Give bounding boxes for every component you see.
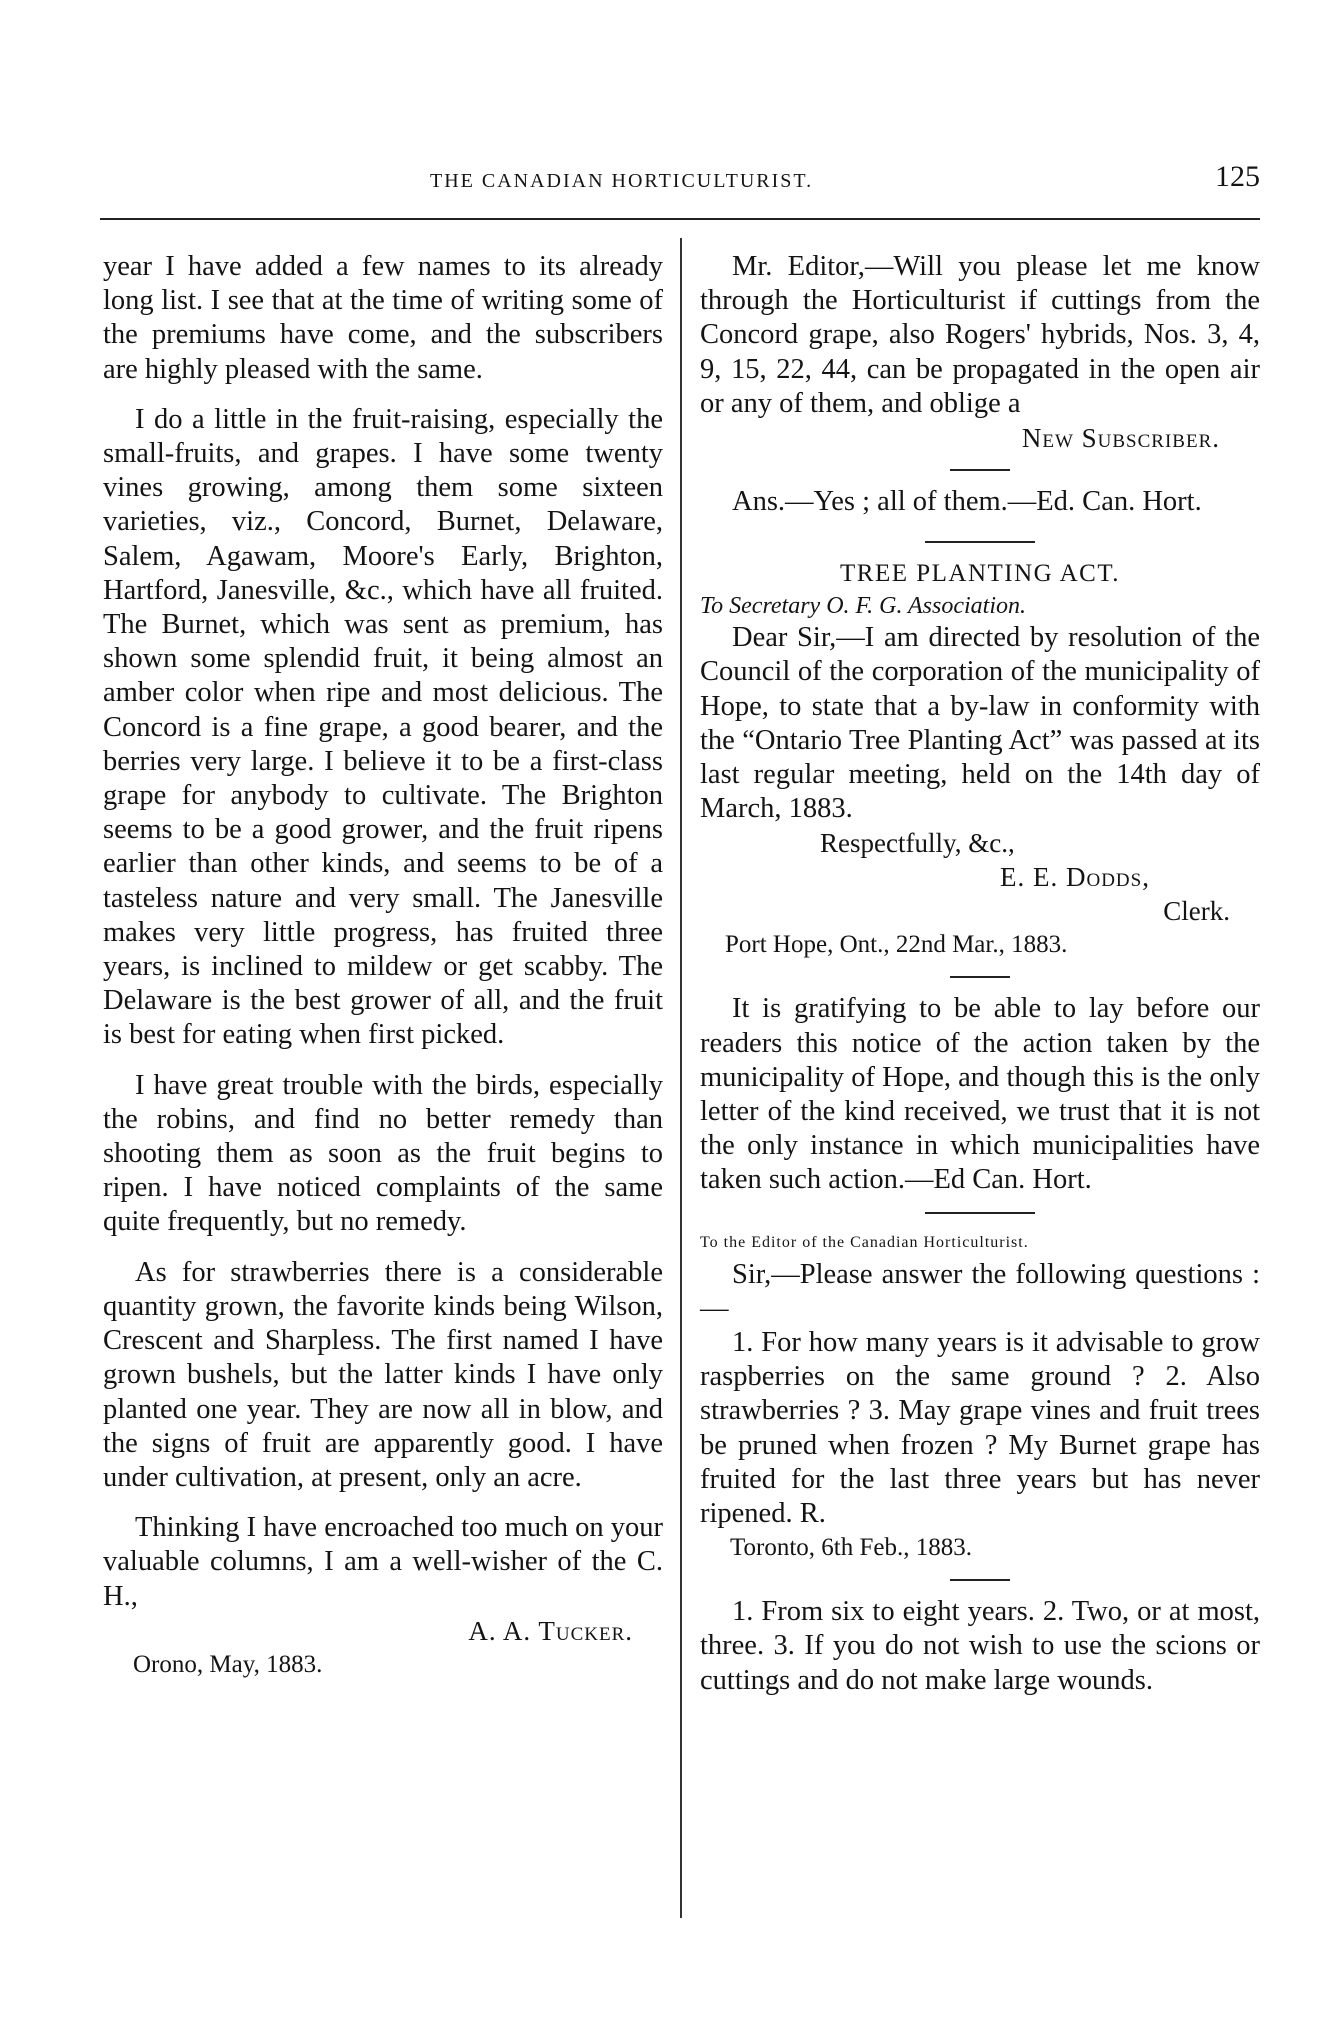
left-column: [103, 250, 663, 1682]
dateline-port-hope: Port Hope, Ont., 22nd Mar., 1883.: [725, 931, 1068, 959]
dateline-toronto: Toronto, 6th Feb., 1883.: [730, 1534, 972, 1562]
header-rule: [100, 218, 1260, 220]
page-header: [100, 160, 1260, 200]
letter-dear-sir: Dear Sir,—I am directed by resolution of the Council of the corporation of the municipality of Hope, to state that a by-law in conformity with the “Ontario Tree Planting Act” was passed at its last regular meeting, held on the 14th day of March, 1883.: [700, 622, 1260, 825]
separator-rule: [925, 541, 1035, 543]
separator-rule: [950, 469, 1010, 471]
to-secretary-line: To Secretary O. F. G. Association.: [700, 593, 1027, 620]
left-paragraph-3: I have great trouble with the birds, especially the robins, and find no better remedy than shooting them as soon as the fruit begins to ripen. I have noticed complaints of the same quite frequently, but no remedy.: [103, 1069, 663, 1238]
letter-sir-questions: Sir,—Please answer the following questions :—: [700, 1258, 1260, 1324]
letter-new-subscriber: Mr. Editor,—Will you please let me know through the Horticulturist if cuttings from the Concord grape, also Rogers' hybrids, Nos. 3, 4, 9, 15, 22, 44, can be propagated in the open air or any of them, and oblige a: [700, 251, 1260, 419]
left-paragraph-1: year I have added a few names to its already long list. I see that at the time of writing some of the premiums have come, and the subscribers are highly pleased with the same.: [103, 251, 663, 385]
dateline-orono: Orono, May, 1883.: [133, 1650, 323, 1678]
respectfully-line: Respectfully, &c.,: [820, 828, 1015, 859]
signature-dodds: E. E. Dodds,: [1000, 862, 1150, 893]
column-divider: [680, 238, 682, 1918]
page-number: 125: [1215, 160, 1260, 193]
separator-rule: [950, 1579, 1010, 1581]
separator-rule: [925, 1212, 1035, 1214]
answer-questions: 1. From six to eight years. 2. Two, or at most, three. 3. If you do not wish to use the scions or cuttings and do not make large wounds.: [700, 1596, 1260, 1696]
signature-tucker: A. A. Tucker.: [468, 1615, 633, 1646]
clerk-title: Clerk.: [1163, 896, 1230, 927]
left-paragraph-5: Thinking I have encroached too much on your valuable columns, I am a well-wisher of the C. H.,: [103, 1512, 663, 1612]
signature-new-subscriber: New Subscriber.: [1021, 423, 1220, 454]
right-column: [700, 250, 1260, 1698]
left-paragraph-2: I do a little in the fruit-raising, especially the small-fruits, and grapes. I have some twenty vines growing, among them some sixteen varieties, viz., Concord, Burnet, Delaware, Salem, Agawam, Moore's Early, Brighton, Hartford, Janesville, &c., which have all fruited. The Burnet, which was sent as premium, has shown some splendid fruit, it being almost an amber color when ripe and most delicious. The Concord is a fine grape, a good bearer, and the berries very large. I believe it to be a first-class grape for anybody to cultivate. The Brighton seems to be a good grower, and the fruit ripens earlier than other kinds, and seems to be of a tasteless nature and very small. The Janesville makes very little progress, has fruited three years, is inclined to mildew or get scabby. The Delaware is the best grower of all, and the fruit is best for eating when first picked.: [103, 403, 663, 1051]
separator-rule: [950, 976, 1010, 978]
running-head: THE CANADIAN HORTICULTURIST.: [430, 170, 814, 192]
left-paragraph-4: As for strawberries there is a considerable quantity grown, the favorite kinds being Wilson, Crescent and Sharpless. The first named I have grown bushels, but the latter kinds I have only planted one year. They are now all in blow, and the signs of fruit are apparently good. I have under cultivation, at present, only an acre.: [103, 1256, 663, 1493]
editorial-note: It is gratifying to be able to lay before our readers this notice of the action taken by the municipality of Hope, and though this is the only letter of the kind received, we trust that it is not the only instance in which municipalities have taken such action.—Ed Can. Hort.: [700, 993, 1260, 1196]
to-editor-line: To the Editor of the Canadian Horticulturist.: [700, 1233, 1029, 1251]
answer-new-subscriber: Ans.—Yes ; all of them.—Ed. Can. Hort.: [732, 486, 1202, 518]
letter-sir-questions-list: 1. For how many years is it advisable to grow raspberries on the same ground ? 2. Also strawberries ? 3. May grape vines and fruit trees be pruned when frozen ? My Burnet grape has fruited for the last three years but has never ripened. R.: [700, 1327, 1260, 1530]
section-heading-tree-planting-act: TREE PLANTING ACT.: [840, 560, 1120, 588]
